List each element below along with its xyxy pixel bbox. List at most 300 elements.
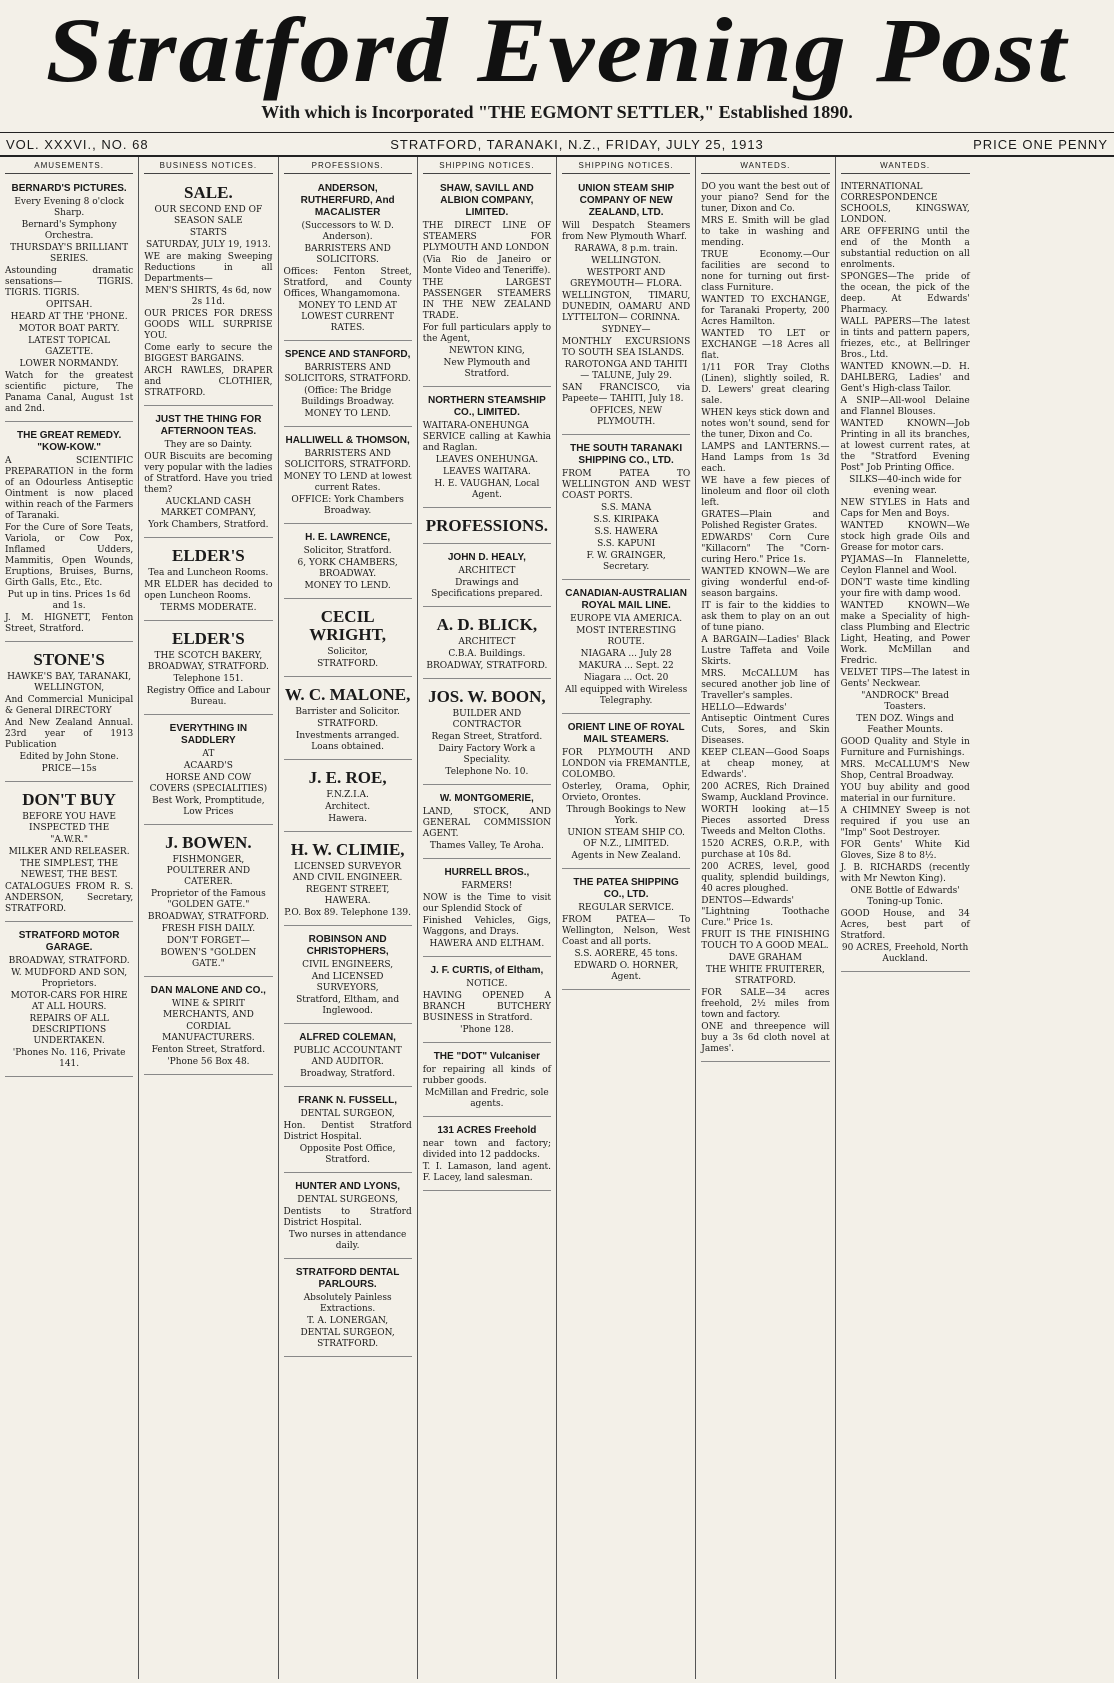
- column-heading: AMUSEMENTS.: [5, 160, 133, 174]
- ad-title: JUST THE THING FOR AFTERNOON TEAS.: [155, 414, 262, 437]
- ad-line: OPITSAH.: [45, 300, 93, 310]
- ad-line: RARAWA, 8 p.m. train.: [574, 244, 678, 254]
- advertisement: [284, 1176, 412, 1259]
- ad-line: NOTICE.: [466, 979, 508, 989]
- ad-line: BEFORE YOU HAVE INSPECTED THE: [22, 812, 116, 833]
- ad-line: LEAVES WAITARA.: [443, 467, 531, 477]
- ad-line: H. E. VAUGHAN, Local Agent.: [434, 479, 540, 500]
- ad-line: THE LARGEST PASSENGER STEAMERS IN THE NEW ZEALAND TRADE.: [422, 278, 551, 321]
- ad-line: WE are making Sweeping Reductions in all Departments—: [144, 252, 273, 284]
- ad-line: RAROTONGA AND TAHITI— TALUNE, July 29.: [564, 360, 688, 381]
- ad-line: MONEY TO LEND.: [304, 409, 391, 419]
- columns: [0, 157, 1114, 1679]
- ad-line: HAWERA AND ELTHAM.: [429, 939, 545, 949]
- ad-line: OUR Biscuits are becoming very popular with the ladies of Stratford. Have you tried them?: [144, 452, 273, 495]
- ad-line: Niagara ... Oct. 20: [583, 673, 669, 683]
- ad-title: ORIENT LINE OF ROYAL MAIL STEAMERS.: [567, 722, 685, 745]
- ad-title: THE SOUTH TARANAKI SHIPPING CO., LTD.: [570, 443, 683, 466]
- ad-line: LEAVES ONEHUNGA.: [435, 455, 539, 465]
- ad-line: REGENT STREET, HAWERA.: [305, 885, 390, 906]
- advertisement: [423, 862, 551, 957]
- ad-line: Solicitor, Stratford.: [303, 546, 392, 556]
- ad-line: Agents in New Zealand.: [571, 851, 681, 861]
- ad-line: "A.W.R.": [50, 835, 89, 845]
- masthead-subtitle: With which is Incorporated "THE EGMONT SETTLER," Established 1890.: [261, 102, 853, 122]
- ad-line: S.S. KAPUNI: [597, 539, 656, 549]
- ad-line: MONEY TO LEND.: [304, 581, 391, 591]
- ad-title: H. E. LAWRENCE,: [305, 532, 391, 543]
- ad-line: MRS. McCALLUM has secured another job line of Traveller's samples.: [701, 669, 830, 701]
- ad-line: Put up in tins. Prices 1s 6d and 1s.: [7, 590, 131, 611]
- ad-line: Tea and Luncheon Rooms.: [148, 568, 269, 578]
- ad-title: STRATFORD MOTOR GARAGE.: [18, 930, 120, 953]
- advertisement: [562, 438, 690, 580]
- ad-line: F.N.Z.I.A.: [326, 790, 369, 800]
- ad-title: NORTHERN STEAMSHIP CO., LIMITED.: [427, 395, 546, 418]
- ad-line: BARRISTERS AND SOLICITORS, STRATFORD.: [284, 363, 411, 384]
- advertisement: [284, 602, 412, 677]
- ad-line: All equipped with Wireless Telegraphy.: [565, 685, 688, 706]
- ad-line: (Office: The Bridge Buildings Broadway.: [301, 386, 395, 407]
- ad-line: OUR SECOND END OF SEASON SALE: [154, 205, 263, 226]
- ad-line: HAVING OPENED A BRANCH BUTCHERY BUSINESS in Stratford.: [422, 991, 551, 1023]
- ad-line: And Commercial Municipal & General DIRECTORY: [5, 695, 134, 716]
- ad-line: DO you want the best out of your piano? Send for the tuner, Dixon and Co.: [701, 182, 830, 214]
- ad-title: W. MONTGOMERIE,: [439, 793, 534, 804]
- ad-line: New Plymouth and Stratford.: [443, 358, 531, 379]
- place-date: STRATFORD, TARANAKI, N.Z., FRIDAY, JULY 25, 1913: [390, 136, 764, 152]
- ad-line: Edited by John Stone.: [19, 752, 119, 762]
- ad-line: NEW STYLES in Hats and Caps for Men and Boys.: [840, 498, 970, 519]
- ad-line: 'Phone 128.: [459, 1025, 514, 1035]
- ad-line: STARTS: [189, 228, 227, 238]
- advertisement: [284, 929, 412, 1024]
- dateline: [0, 133, 1114, 157]
- advertisement: [284, 1027, 412, 1087]
- ad-line: P.O. Box 89. Telephone 139.: [284, 908, 411, 918]
- ad-line: YOU buy ability and good material in our furniture.: [840, 783, 970, 804]
- ad-line: Hawera.: [328, 814, 368, 824]
- ad-line: THE SCOTCH BAKERY, BROADWAY, STRATFORD.: [147, 651, 269, 672]
- ad-line: Telephone 151.: [173, 674, 244, 684]
- ad-title: STRATFORD DENTAL PARLOURS.: [295, 1267, 400, 1290]
- ad-line: BROADWAY, STRATFORD.: [147, 912, 269, 922]
- ad-title: THE GREAT REMEDY. "KOW-KOW.": [16, 430, 122, 453]
- advertisement: [144, 718, 272, 825]
- ad-line: LICENSED SURVEYOR AND CIVIL ENGINEER.: [292, 862, 403, 883]
- ad-line: ARCH RAWLES, DRAPER and CLOTHIER, STRATFORD.: [144, 366, 273, 398]
- advertisement: [144, 828, 272, 977]
- ad-line: THE SIMPLEST, THE NEWEST, THE BEST.: [20, 859, 119, 880]
- ad-line: THE WHITE FRUITERER, STRATFORD.: [705, 965, 825, 986]
- ad-line: FISHMONGER, POULTERER AND CATERER.: [166, 855, 251, 887]
- ad-line: IT is fair to the kiddies to ask them to play on an out of tune piano.: [701, 601, 830, 633]
- ad-line: STRATFORD.: [317, 659, 379, 669]
- ad-line: For full particulars apply to the Agent,: [422, 323, 551, 344]
- advertisement: [423, 390, 551, 508]
- advertisement: [284, 1090, 412, 1173]
- ad-line: 'Phones No. 116, Private 141.: [12, 1048, 126, 1069]
- ad-title: ROBINSON AND CHRISTOPHERS,: [306, 934, 389, 957]
- ad-line: SPONGES—The pride of the ocean, the pick of the deep. At Edwards' Pharmacy.: [840, 272, 970, 315]
- ad-line: Finished Vehicles, Gigs, Waggons, and Drays.: [422, 916, 551, 937]
- ad-line: Dairy Factory Work a Speciality.: [438, 744, 536, 765]
- ad-line: SILKS—40-inch wide for evening wear.: [849, 475, 962, 496]
- ad-line: BOWEN'S "GOLDEN GATE.": [160, 948, 257, 969]
- ad-line: WHEN keys stick down and notes won't sound, send for the tuner, Dixon and Co.: [701, 408, 830, 440]
- ad-line: Opposite Post Office, Stratford.: [299, 1144, 396, 1165]
- ad-title: SPENCE AND STANFORD,: [284, 349, 411, 360]
- ad-line: WORTH looking at—15 Pieces assorted Dress Tweeds and Melton Cloths.: [701, 805, 830, 837]
- ad-line: J. B. RICHARDS (recently with Mr Newton King).: [840, 863, 970, 884]
- ad-line: REPAIRS OF ALL DESCRIPTIONS UNDERTAKEN.: [29, 1014, 109, 1046]
- ad-line: A CHIMNEY Sweep is not required if you use an "Imp" Soot Destroyer.: [840, 806, 970, 838]
- ad-line: WANTED KNOWN—Job Printing in all its branches, at lowest current rates, at the "Stratford Evening Post" Job Printing Office.: [840, 419, 970, 473]
- advertisement: [5, 178, 133, 422]
- advertisement: [5, 645, 133, 782]
- ad-line: UNION STEAM SHIP CO. OF N.Z., LIMITED.: [567, 828, 685, 849]
- ad-line: Offices: Fenton Street, Stratford, and County Offices, Whangamomona.: [283, 267, 412, 299]
- ad-title: FRANK N. FUSSELL,: [298, 1095, 398, 1106]
- advertisement: [284, 680, 412, 760]
- ad-line: WAITARA-ONEHUNGA SERVICE calling at Kawhia and Raglan.: [422, 421, 551, 453]
- ad-line: A SCIENTIFIC PREPARATION in the form of an Odourless Antiseptic Ointment is now placed within reach of the Farmers of Taranaki.: [5, 456, 134, 521]
- ad-title: PROFESSIONS.: [425, 516, 549, 535]
- ad-line: S.S. HAWERA: [594, 527, 658, 537]
- ad-line: DAVE GRAHAM: [728, 953, 802, 963]
- advertisement: [701, 178, 829, 1062]
- ad-line: PYJAMAS—In Flannelette, Ceylon Flannel and Wool.: [840, 555, 970, 576]
- ad-title: SHAW, SAVILL AND ALBION COMPANY, LIMITED.: [440, 183, 534, 218]
- ad-line: THURSDAY'S BRILLIANT SERIES.: [10, 243, 129, 264]
- ad-line: J. M. HIGNETT, Fenton Street, Stratford.: [5, 613, 134, 634]
- ad-line: LAMPS and LANTERNS.—Hand Lamps from 1s 3d each.: [701, 442, 830, 474]
- ad-title: SALE.: [184, 183, 233, 202]
- price: PRICE ONE PENNY: [973, 136, 1108, 152]
- column-heading: PROFESSIONS.: [284, 160, 412, 174]
- advertisement: [284, 763, 412, 832]
- ad-line: (Successors to W. D. Anderson).: [301, 221, 394, 242]
- advertisement: [144, 541, 272, 621]
- ad-line: CIVIL ENGINEERS,: [302, 960, 394, 970]
- advertisement: [5, 785, 133, 922]
- ad-title: DAN MALONE AND CO.,: [150, 985, 266, 996]
- ad-line: ACAARD'S: [183, 761, 233, 771]
- ad-line: DON'T FORGET—: [166, 936, 250, 946]
- ad-line: KEEP CLEAN—Good Soaps at cheap money, at Edwards'.: [701, 748, 830, 780]
- ad-title: JOS. W. BOON,: [428, 687, 546, 706]
- ad-line: NOW is the Time to visit our Splendid Stock of: [422, 893, 551, 914]
- ad-line: Stratford, Eltham, and Inglewood.: [296, 995, 400, 1016]
- ad-line: DENTAL SURGEON, STRATFORD.: [300, 1328, 395, 1349]
- advertisement: [423, 610, 551, 679]
- ad-line: LOWER NORMANDY.: [19, 359, 119, 369]
- ad-line: S.S. KIRIPAKA: [593, 515, 659, 525]
- ad-line: TERMS MODERATE.: [160, 603, 257, 613]
- ad-line: Will Despatch Steamers from New Plymouth Wharf.: [562, 221, 691, 242]
- advertisement: [423, 511, 551, 544]
- column-heading: BUSINESS NOTICES.: [144, 160, 272, 174]
- ad-line: NEWTON KING,: [449, 346, 525, 356]
- advertisement: [284, 527, 412, 599]
- ad-title: UNION STEAM SHIP COMPANY OF NEW ZEALAND, LTD.: [578, 183, 675, 218]
- ad-line: Every Evening 8 o'clock Sharp.: [14, 197, 124, 218]
- column-heading: WANTEDS.: [841, 160, 970, 174]
- ad-line: Drawings and Specifications prepared.: [431, 578, 543, 599]
- ad-line: LATEST TOPICAL GAZETTE.: [28, 336, 111, 357]
- ad-title: 131 ACRES Freehold: [437, 1125, 537, 1136]
- ad-title: CECIL WRIGHT,: [309, 607, 386, 644]
- ad-line: BARRISTERS AND SOLICITORS, STRATFORD.: [284, 449, 411, 470]
- ad-line: MEN'S SHIRTS, 4s 6d, now 2s 11d.: [145, 286, 272, 307]
- volume-number: VOL. XXXVI., NO. 68: [6, 136, 149, 152]
- ad-line: MOTOR-CARS FOR HIRE AT ALL HOURS.: [10, 991, 128, 1012]
- ad-line: Astounding dramatic sensations— TIGRIS. TIGRIS. TIGRIS.: [5, 266, 134, 298]
- ad-line: FOR PLYMOUTH AND LONDON via FREMANTLE, COLOMBO.: [562, 748, 691, 780]
- column-heading: SHIPPING NOTICES.: [423, 160, 551, 174]
- ad-title: ANDERSON, RUTHERFURD, And MACALISTER: [300, 183, 395, 218]
- ad-line: SYDNEY—: [601, 325, 651, 335]
- ad-line: Thames Valley, Te Aroha.: [429, 841, 544, 851]
- ad-line: For the Cure of Sore Teats, Variola, or Cow Pox, Inflamed Udders, Mammitis, Open Wounds, Eruptions, Bruises, Burns, Girth Galls, Etc., Etc.: [5, 523, 134, 588]
- ad-line: HELLO—Edwards' Antiseptic Ointment Cures Cuts, Sores, and Skin Diseases.: [701, 703, 830, 746]
- ad-line: FOR Gents' White Kid Gloves, Size 8 to 8½.: [840, 840, 970, 861]
- ad-line: GRATES—Plain and Polished Register Grates.: [701, 510, 830, 531]
- ad-line: FROM PATEA TO WELLINGTON AND WEST COAST PORTS.: [562, 469, 691, 501]
- advertisement: [562, 178, 690, 435]
- ad-line: (Via Rio de Janeiro or Monte Video and Teneriffe).: [422, 255, 551, 276]
- ad-line: MOST INTERESTING ROUTE.: [576, 626, 676, 647]
- ad-title: ALFRED COLEMAN,: [299, 1032, 396, 1043]
- ad-line: HAWKE'S BAY, TARANAKI, WELLINGTON,: [7, 672, 132, 693]
- ad-line: Bernard's Symphony Orchestra.: [21, 220, 117, 241]
- ad-line: TEN DOZ. Wings and Feather Mounts.: [856, 714, 954, 735]
- ad-line: MAKURA ... Sept. 22: [578, 661, 674, 671]
- ad-line: Broadway, Stratford.: [300, 1069, 396, 1079]
- ad-line: DENTAL SURGEON,: [300, 1109, 395, 1119]
- ad-title: J. E. ROE,: [308, 768, 387, 787]
- ad-line: Dentists to Stratford District Hospital.: [283, 1207, 412, 1228]
- ad-title: THE PATEA SHIPPING CO., LTD.: [573, 877, 679, 900]
- ad-line: 1520 ACRES, O.R.P., with purchase at 10s 8d.: [701, 839, 830, 860]
- ad-title: HURRELL BROS.,: [444, 867, 530, 878]
- ad-line: W. MUDFORD AND SON, Proprietors.: [11, 968, 128, 989]
- ad-line: DON'T waste time kindling your fire with damp wood.: [840, 578, 970, 599]
- ad-line: DENTAL SURGEONS,: [297, 1195, 398, 1205]
- ad-title: STONE'S: [33, 650, 105, 669]
- ad-line: S.S. MANA: [600, 503, 652, 513]
- advertisement: [284, 1262, 412, 1357]
- ad-line: OFFICE: York Chambers Broadway.: [291, 495, 404, 516]
- advertisement: [284, 344, 412, 427]
- ad-line: Hon. Dentist Stratford District Hospital.: [283, 1121, 412, 1142]
- advertisement: [423, 1120, 551, 1191]
- ad-title: HALLIWELL & THOMSON,: [285, 435, 410, 446]
- masthead-title: Stratford Evening Post: [45, 0, 1069, 101]
- ad-line: FOR SALE—34 acres freehold, 2½ miles from town and factory.: [701, 988, 830, 1020]
- advertisement: [284, 835, 412, 926]
- ad-line: EDWARDS' Corn Cure "Killacorn" The "Corn-curing Hero." Price 1s.: [701, 533, 830, 565]
- advertisement: [144, 178, 272, 406]
- ad-title: J. F. CURTIS, of Eltham,: [430, 965, 544, 976]
- ad-line: WANTED TO EXCHANGE, for Taranaki Property, 200 Acres Hamilton.: [701, 295, 830, 327]
- ad-line: WELLINGTON, TIMARU, DUNEDIN, OAMARU AND LYTTELTON— CORINNA.: [562, 291, 691, 323]
- ad-line: Absolutely Painless Extractions.: [303, 1293, 392, 1314]
- ad-line: STRATFORD.: [317, 719, 379, 729]
- advertisement: [841, 178, 970, 972]
- ad-line: WANTED KNOWN.—D. H. DAHLBERG, Ladies' and Gent's High-class Tailor.: [840, 362, 970, 394]
- advertisement: [562, 872, 690, 990]
- advertisement: [284, 178, 412, 341]
- ad-title: JOHN D. HEALY,: [447, 552, 526, 563]
- advertisement: [144, 980, 272, 1075]
- ad-line: WANTED KNOWN—We stock high grade Oils and Grease for motor cars.: [840, 521, 970, 553]
- ad-line: AT: [202, 749, 215, 759]
- ad-line: Registry Office and Labour Bureau.: [146, 686, 271, 707]
- ad-line: MR ELDER has decided to open Luncheon Rooms.: [144, 580, 273, 601]
- masthead: [0, 0, 1114, 133]
- ad-line: EUROPE VIA AMERICA.: [570, 614, 683, 624]
- ad-line: WANTED KNOWN—We make a Speciality of high-class Plumbing and Electric Light, Heating, and Power Work. McMillan and Fredric.: [840, 601, 970, 666]
- advertisement: [423, 960, 551, 1043]
- ad-line: MRS. McCALLUM'S New Shop, Central Broadway.: [840, 760, 970, 781]
- ad-title: W. C. MALONE,: [284, 685, 411, 704]
- ad-line: Regan Street, Stratford.: [431, 732, 543, 742]
- ad-title: ELDER'S: [172, 546, 245, 565]
- ad-line: GOOD House, and 34 Acres, best part of Stratford.: [840, 909, 970, 941]
- ad-line: FRUIT IS THE FINISHING TOUCH TO A GOOD MEAL.: [701, 930, 830, 951]
- advertisement: [423, 682, 551, 785]
- ad-line: And New Zealand Annual. 23rd year of 1913 Publication: [5, 718, 134, 750]
- ad-line: PUBLIC ACCOUNTANT AND AUDITOR.: [293, 1046, 402, 1067]
- ad-line: Two nurses in attendance daily.: [288, 1230, 407, 1251]
- ad-line: THE DIRECT LINE OF STEAMERS FOR PLYMOUTH AND LONDON: [422, 221, 551, 253]
- ad-line: ARCHITECT: [458, 566, 516, 576]
- ad-line: FARMERS!: [461, 881, 513, 891]
- ad-line: HORSE AND COW COVERS (SPECIALITIES): [149, 773, 268, 794]
- ad-line: A BARGAIN—Ladies' Black Lustre Taffeta and Voile Skirts.: [701, 635, 830, 667]
- ad-title: J. BOWEN.: [165, 833, 252, 852]
- ad-line: Best Work, Promptitude, Low Prices: [152, 796, 265, 817]
- ad-line: MILKER AND RELEASER.: [8, 847, 130, 857]
- ad-line: Come early to secure the BIGGEST BARGAINS.: [144, 343, 273, 364]
- ad-title: BERNARD'S PICTURES.: [11, 183, 127, 194]
- ad-line: F. W. GRAINGER, Secretary.: [586, 551, 666, 572]
- ad-line: York Chambers, Stratford.: [148, 520, 269, 530]
- ad-title: HUNTER AND LYONS,: [295, 1181, 401, 1192]
- advertisement: [144, 409, 272, 538]
- ad-line: near town and factory; divided into 12 paddocks.: [422, 1139, 551, 1160]
- ad-title: A. D. BLICK,: [436, 615, 538, 634]
- ad-line: EDWARD O. HORNER, Agent.: [573, 961, 679, 982]
- ad-line: REGULAR SERVICE.: [578, 903, 675, 913]
- ad-line: Proprietor of the Famous "GOLDEN GATE.": [150, 889, 266, 910]
- advertisement: [562, 717, 690, 869]
- ad-line: TRUE Economy.—Our facilities are second to none for turning out first-class Furniture.: [701, 250, 830, 293]
- ad-title: CANADIAN-AUSTRALIAN ROYAL MAIL LINE.: [565, 588, 687, 611]
- column-heading: SHIPPING NOTICES.: [562, 160, 690, 174]
- ad-line: VELVET TIPS—The latest in Gents' Neckwear.: [840, 668, 970, 689]
- ad-line: HEARD AT THE 'PHONE.: [10, 312, 128, 322]
- ad-line: Investments arranged. Loans obtained.: [295, 731, 400, 752]
- ad-line: AUCKLAND CASH MARKET COMPANY,: [160, 497, 257, 518]
- ad-line: T. I. Lamason, land agent. F. Lacey, land salesman.: [422, 1162, 551, 1183]
- ad-line: Osterley, Orama, Ophir, Orvieto, Orontes.: [562, 782, 691, 803]
- ad-line: Solicitor,: [327, 647, 368, 657]
- ad-line: Telephone No. 10.: [445, 767, 529, 777]
- column-6: [696, 157, 835, 1679]
- ad-line: LAND, STOCK, AND GENERAL COMMISSION AGENT.: [422, 807, 551, 839]
- ad-line: Watch for the greatest scientific picture, The Panama Canal, August 1st and 2nd.: [5, 371, 134, 414]
- ad-line: PRICE—15s: [41, 764, 97, 774]
- ad-line: Fenton Street, Stratford.: [151, 1045, 266, 1055]
- ad-title: H. W. CLIMIE,: [290, 840, 405, 859]
- ad-line: ONE and threepence will buy a 3s 6d cloth novel at James'.: [701, 1022, 830, 1054]
- ad-line: FROM PATEA— To Wellington, Nelson, West Coast and all ports.: [562, 915, 691, 947]
- ad-line: McMillan and Fredric, sole agents.: [425, 1088, 549, 1109]
- ad-line: 1/11 FOR Tray Cloths (Linen), slightly soiled, R. D. Lewers' great clearing sale.: [701, 363, 830, 406]
- ad-line: WINE & SPIRIT MERCHANTS, AND: [162, 999, 254, 1020]
- ad-line: WANTED KNOWN—We are giving wonderful end-of-season bargains.: [701, 567, 830, 599]
- advertisement: [144, 624, 272, 715]
- ad-line: BARRISTERS AND SOLICITORS.: [304, 244, 391, 265]
- ad-line: WALL PAPERS—The latest in tints and pattern papers, friezes, etc., at Bellringer Bros., Ltd.: [840, 317, 970, 360]
- ad-title: DON'T BUY: [22, 790, 116, 809]
- ad-line: And LICENSED SURVEYORS,: [311, 972, 384, 993]
- ad-title: EVERYTHING IN SADDLERY: [169, 723, 248, 746]
- ad-line: 200 ACRES, Rich Drained Swamp, Auckland Province.: [701, 782, 830, 803]
- ad-line: MONEY TO LEND AT LOWEST CURRENT RATES.: [298, 301, 397, 333]
- column-4: [418, 157, 557, 1679]
- column-heading: WANTEDS.: [701, 160, 829, 174]
- ad-line: MOTOR BOAT PARTY.: [18, 324, 120, 334]
- ad-line: CORDIAL MANUFACTURERS.: [162, 1022, 255, 1043]
- ad-line: OFFICES, NEW PLYMOUTH.: [590, 406, 663, 427]
- ad-line: WE have a few pieces of linoleum and floor oil cloth left.: [701, 476, 830, 508]
- ad-line: SATURDAY, JULY 19, 1913.: [146, 240, 271, 250]
- ad-line: They are so Dainty.: [164, 440, 253, 450]
- ad-line: 200 ACRES, level, good quality, splendid buildings, 40 acres ploughed.: [701, 862, 830, 894]
- ad-line: for repairing all kinds of rubber goods.: [422, 1065, 551, 1086]
- ad-line: WELLINGTON.: [591, 256, 662, 266]
- ad-line: SAN FRANCISCO, via Papeete— TAHITI, July 18.: [562, 383, 691, 404]
- ad-line: WANTED TO LET or EXCHANGE —18 Acres all flat.: [701, 329, 830, 361]
- ad-line: T. A. LONERGAN,: [307, 1316, 389, 1326]
- advertisement: [423, 788, 551, 859]
- advertisement: [562, 583, 690, 714]
- column-5: [557, 157, 696, 1679]
- ad-line: DENTOS—Edwards' "Lightning Toothache Cure." Price 1s.: [701, 896, 830, 928]
- ad-line: MRS E. Smith will be glad to take in washing and mending.: [701, 216, 830, 248]
- ad-line: BROADWAY, STRATFORD.: [426, 661, 548, 671]
- ad-line: Through Bookings to New York.: [566, 805, 686, 826]
- ad-title: THE "DOT" Vulcaniser: [433, 1051, 541, 1062]
- ad-line: ARCHITECT: [458, 637, 516, 647]
- ad-line: FRESH FISH DAILY.: [161, 924, 256, 934]
- ad-line: Architect.: [325, 802, 371, 812]
- ad-line: A SNIP—All-wool Delaine and Flannel Blouses.: [840, 396, 970, 417]
- ad-line: GOOD Quality and Style in Furniture and Furnishings.: [840, 737, 970, 758]
- column-1: [0, 157, 139, 1679]
- advertisement: [284, 430, 412, 524]
- ad-line: BUILDER AND CONTRACTOR: [452, 709, 522, 730]
- column-7: [836, 157, 975, 1679]
- advertisement: [423, 1046, 551, 1117]
- column-3: [279, 157, 418, 1679]
- ad-line: CATALOGUES FROM R. S. ANDERSON, Secretary, STRATFORD.: [5, 882, 134, 914]
- ad-line: Barrister and Solicitor.: [295, 707, 400, 717]
- ad-line: C.B.A. Buildings.: [448, 649, 526, 659]
